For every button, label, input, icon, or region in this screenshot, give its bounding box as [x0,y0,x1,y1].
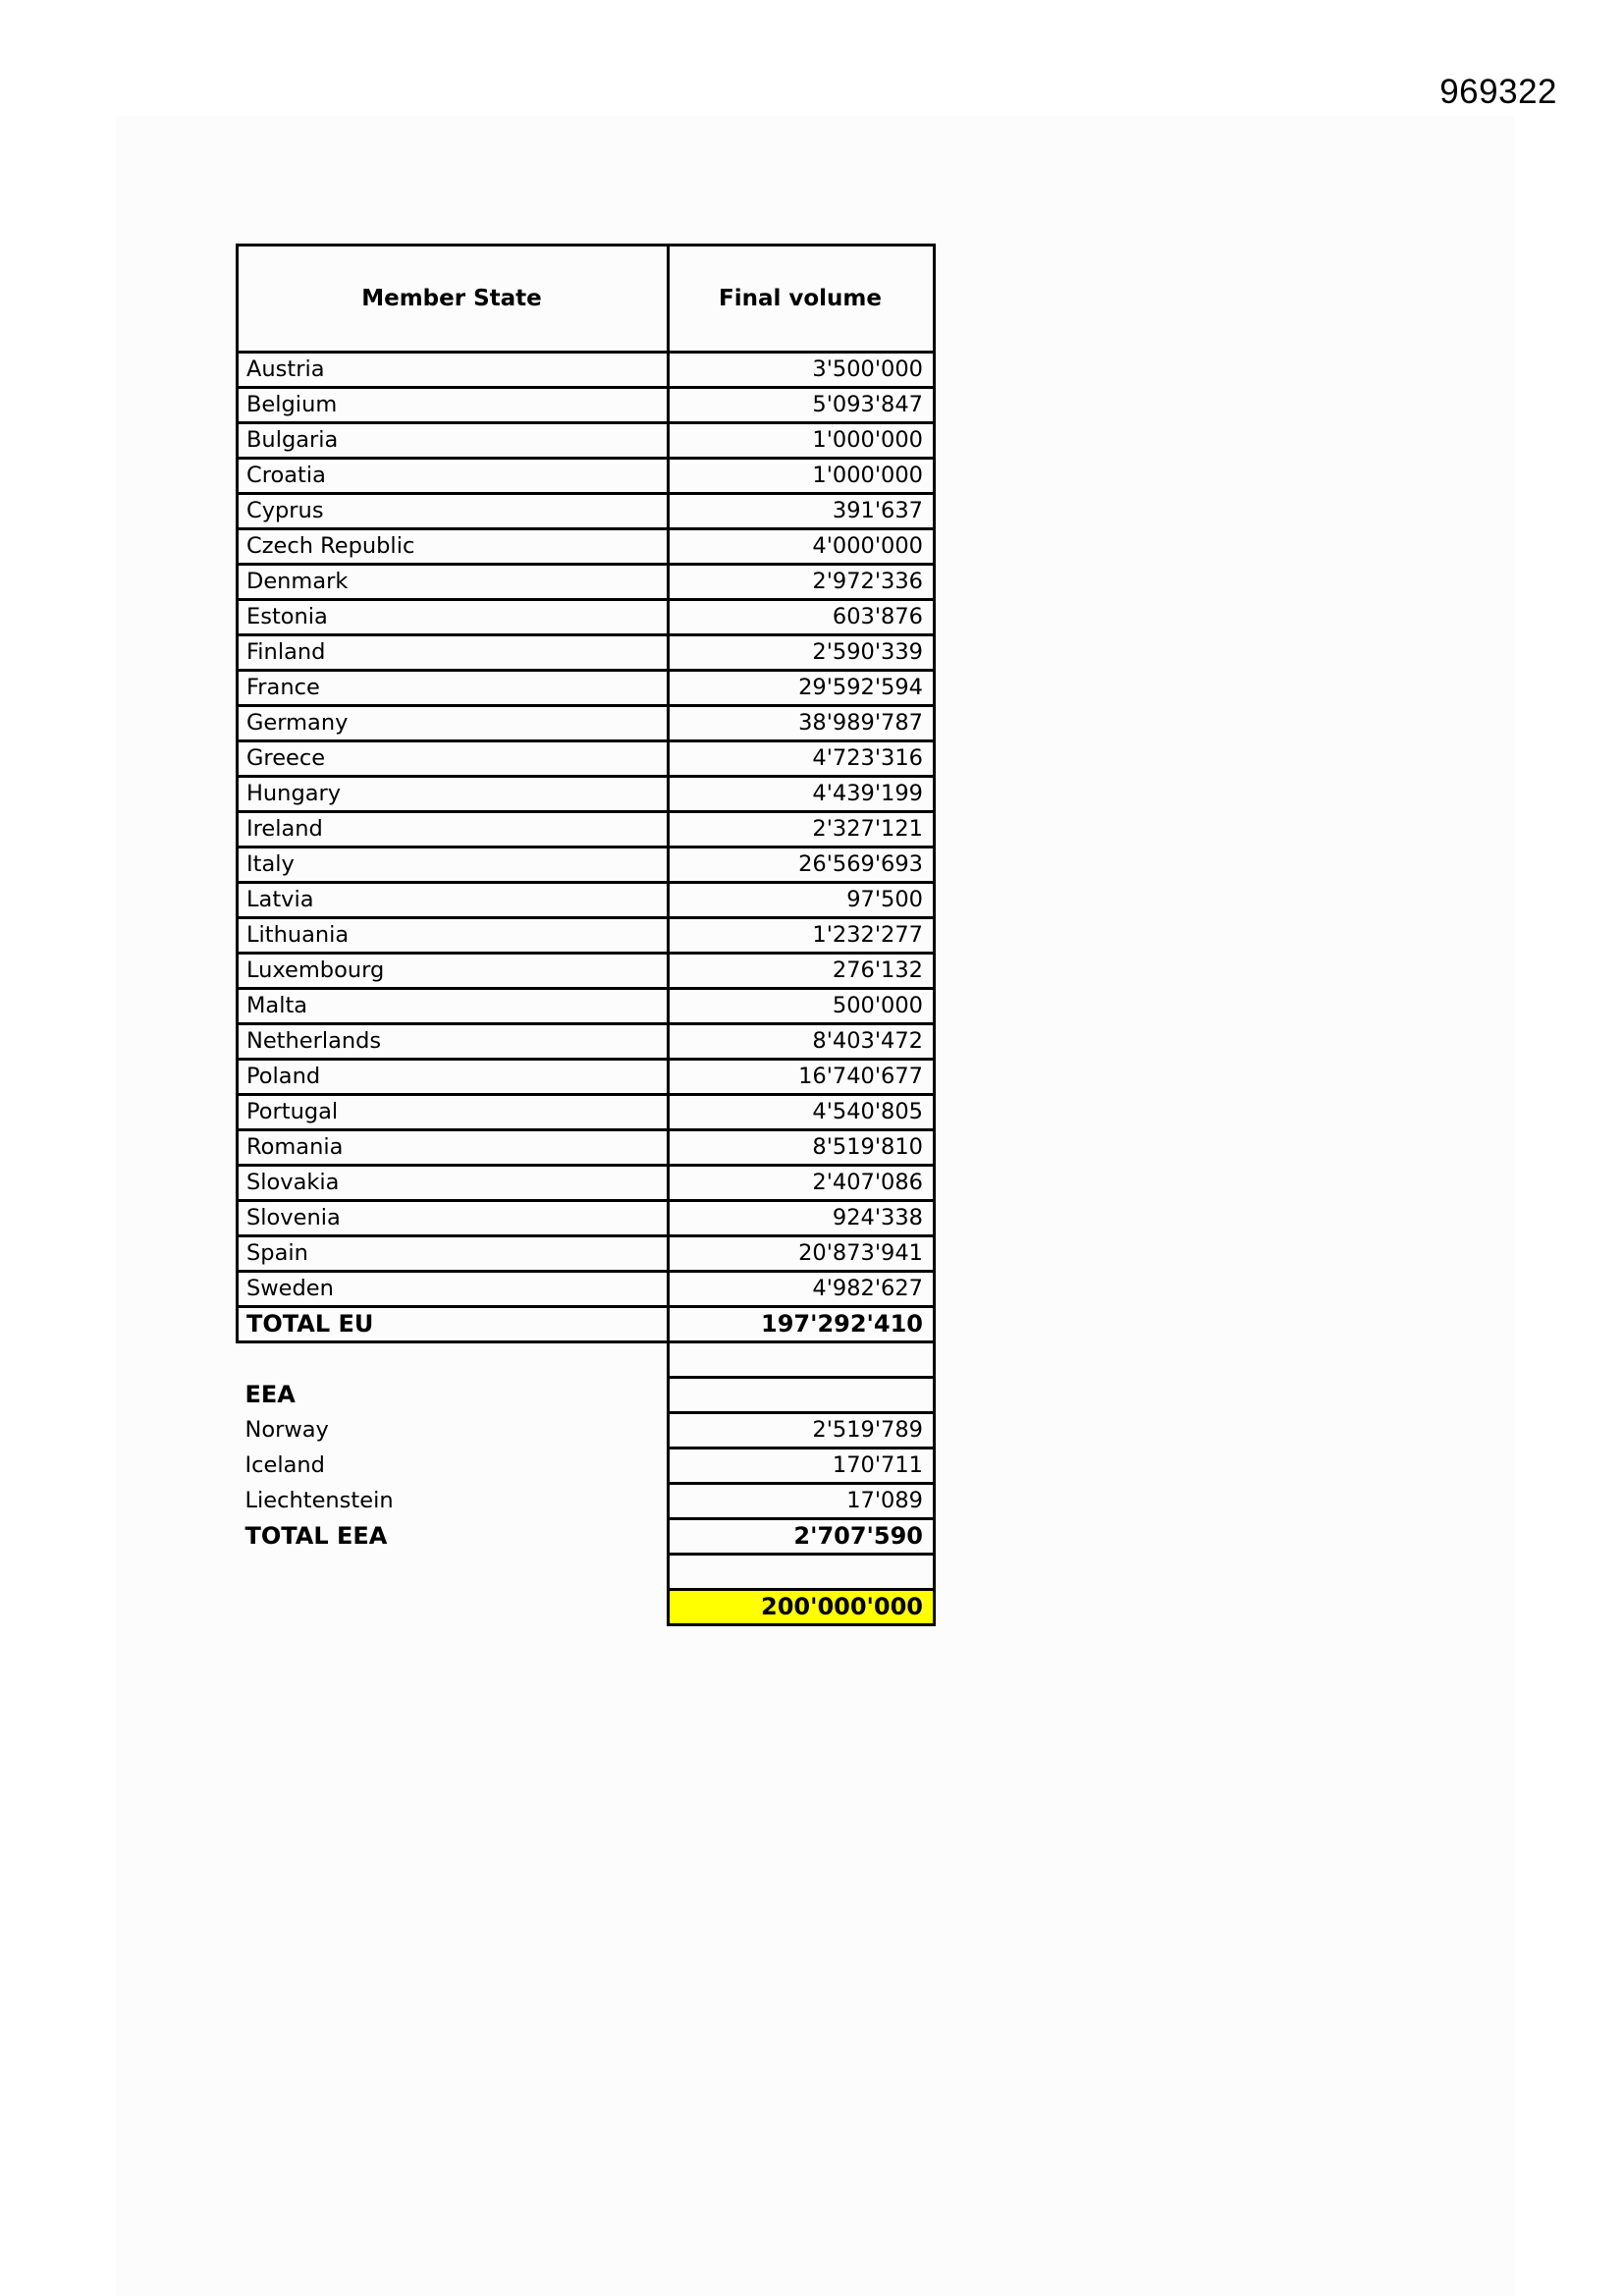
row-label: Greece [238,741,669,777]
grand-total-row [238,1590,935,1625]
row-value: 2'519'789 [669,1413,935,1449]
row-value: 38'989'787 [669,706,935,741]
row-value: 4'540'805 [669,1095,935,1130]
table-row [238,847,935,883]
row-value: 4'000'000 [669,529,935,565]
row-label: Latvia [238,883,669,918]
row-label: Austria [238,353,669,388]
row-value: 2'972'336 [669,565,935,600]
header-member-state: Member State [238,246,669,353]
row-label: Hungary [238,777,669,812]
table-row [238,1024,935,1060]
table-row [238,459,935,494]
table-row [238,706,935,741]
row-label: Cyprus [238,494,669,529]
row-label: Czech Republic [238,529,669,565]
table-row [238,918,935,954]
row-value: 1'000'000 [669,459,935,494]
row-value: 170'711 [669,1449,935,1484]
row-value: 5'093'847 [669,388,935,423]
table-row [238,989,935,1024]
row-label: TOTAL EU [238,1307,669,1342]
row-label: Belgium [238,388,669,423]
row-value: 8'519'810 [669,1130,935,1166]
table-row [238,954,935,989]
row-value: 2'590'339 [669,635,935,671]
total-eu-row [238,1307,935,1342]
row-value: 2'407'086 [669,1166,935,1201]
row-label: Liechtenstein [244,1488,394,1513]
row-label: Romania [238,1130,669,1166]
row-value: 3'500'000 [669,353,935,388]
total-eea-row [238,1519,935,1555]
row-value: 603'876 [669,600,935,635]
document-id: 969322 [1439,73,1557,111]
row-label: Sweden [238,1272,669,1307]
row-value: 200'000'000 [669,1590,935,1625]
row-label: Iceland [244,1452,325,1478]
table-row [238,1130,935,1166]
row-value [669,1378,935,1413]
row-label: Lithuania [238,918,669,954]
row-label: Portugal [238,1095,669,1130]
table-row [238,671,935,706]
row-label [238,1342,669,1378]
row-value: 924'338 [669,1201,935,1236]
row-value: 26'569'693 [669,847,935,883]
spacer-row [238,1342,935,1378]
row-value: 8'403'472 [669,1024,935,1060]
row-label [238,1590,669,1625]
row-value: 197'292'410 [669,1307,935,1342]
row-label: Bulgaria [238,423,669,459]
table-row [238,1413,935,1449]
row-value [669,1555,935,1590]
row-value: 1'000'000 [669,423,935,459]
row-label: Germany [238,706,669,741]
row-label [238,1555,669,1590]
row-label: Italy [238,847,669,883]
table-row [238,494,935,529]
table-row [238,1236,935,1272]
table-row [238,1166,935,1201]
row-value: 1'232'277 [669,918,935,954]
table-row [238,1201,935,1236]
row-label: Slovakia [238,1166,669,1201]
row-label: Netherlands [238,1024,669,1060]
table-row [238,741,935,777]
row-label: Finland [238,635,669,671]
row-label: France [238,671,669,706]
table-row [238,529,935,565]
row-label: Slovenia [238,1201,669,1236]
table-row [238,1272,935,1307]
table-row [238,565,935,600]
row-label: Spain [238,1236,669,1272]
table-row [238,1095,935,1130]
table-row [238,777,935,812]
row-label: Estonia [238,600,669,635]
row-label: Poland [238,1060,669,1095]
row-value: 4'723'316 [669,741,935,777]
row-label: TOTAL EEA [244,1522,388,1550]
row-label: Luxembourg [238,954,669,989]
table-row [238,812,935,847]
row-label: Norway [244,1417,329,1443]
row-value: 391'637 [669,494,935,529]
row-label: EEA [244,1381,296,1408]
table-row [238,1060,935,1095]
row-value: 500'000 [669,989,935,1024]
row-label: Ireland [238,812,669,847]
row-value: 4'439'199 [669,777,935,812]
table-row [238,423,935,459]
table-row [238,1484,935,1519]
table-row [238,883,935,918]
row-value: 2'327'121 [669,812,935,847]
table-row [238,353,935,388]
row-label: Malta [238,989,669,1024]
allocation-table [236,244,936,1626]
table-row [238,635,935,671]
eea-heading-row [238,1378,935,1413]
row-value: 16'740'677 [669,1060,935,1095]
row-value: 97'500 [669,883,935,918]
row-label: Croatia [238,459,669,494]
header-final-volume: Final volume [669,246,935,353]
row-value: 20'873'941 [669,1236,935,1272]
table-header-row [238,246,935,353]
spacer-row [238,1555,935,1590]
row-value: 17'089 [669,1484,935,1519]
row-label: Denmark [238,565,669,600]
table-row [238,1449,935,1484]
row-value [669,1342,935,1378]
table-row [238,388,935,423]
row-value: 29'592'594 [669,671,935,706]
row-value: 4'982'627 [669,1272,935,1307]
table-row [238,600,935,635]
row-value: 276'132 [669,954,935,989]
row-value: 2'707'590 [669,1519,935,1555]
